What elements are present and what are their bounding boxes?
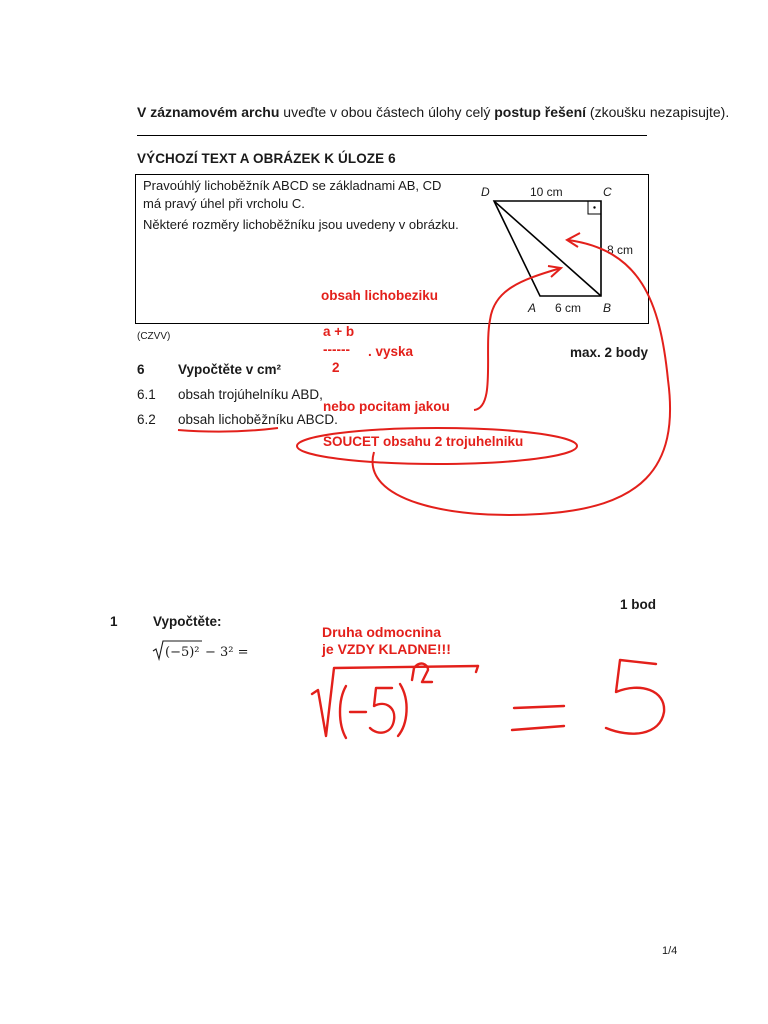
task6-points: max. 2 body — [570, 345, 649, 360]
vertex-c-label: C — [603, 185, 612, 199]
page-number: 1/4 — [662, 945, 678, 957]
arrow-curve-lower — [474, 268, 561, 410]
diagonal-bd — [494, 201, 601, 296]
hw-equals-top — [514, 706, 564, 708]
vertex-a-label: A — [528, 301, 537, 315]
vertex-b-label: B — [603, 301, 612, 315]
task1-number: 1 — [110, 614, 118, 629]
instruction-part-2: uveďte v obou částech úlohy celý — [279, 104, 495, 120]
task6-number: 6 — [137, 362, 145, 377]
source-label: (CZVV) — [137, 331, 171, 342]
vertex-d-label: D — [481, 185, 490, 199]
task6-item-1-text: obsah trojúhelníku ABD, — [178, 387, 323, 402]
section-heading: VÝCHOZÍ TEXT A OBRÁZEK K ÚLOZE 6 — [137, 151, 396, 166]
hw-radical — [312, 666, 478, 736]
box-line-1: Pravoúhlý lichoběžník ABCD se základnami AB, CD — [143, 178, 442, 193]
annotation-formula-bottom: 2 — [332, 360, 340, 375]
annotation-formula-vyska: . vyska — [368, 344, 414, 359]
dimension-ab: 6 cm — [555, 301, 582, 315]
task1-radicand: (−5)² — [165, 645, 200, 660]
instruction-bold-1: V záznamovém archu — [137, 104, 280, 120]
annotation-formula-dash: ------ — [323, 342, 350, 357]
soucet-ellipse — [297, 428, 577, 464]
box-line-2: má pravý úhel při vrcholu C. — [143, 196, 305, 211]
hw-equals-bottom — [512, 726, 564, 730]
instruction-bold-2: postup řešení — [494, 104, 587, 120]
task6-title: Vypočtěte v cm² — [178, 362, 282, 377]
box-line-3: Některé rozměry lichoběžníku jsou uvedeny v obrázku. — [143, 217, 459, 232]
handwritten-equation — [312, 660, 664, 738]
task6-item-2-num: 6.2 — [137, 412, 156, 427]
hw-result-five — [606, 660, 664, 734]
hw-open-paren — [340, 686, 346, 738]
task1-title: Vypočtěte: — [153, 614, 222, 629]
sqrt-symbol — [153, 641, 202, 659]
task1-expression: − 3² = — [205, 645, 249, 660]
task1-points: 1 bod — [620, 597, 656, 612]
annotation-nebo: nebo pocitam jakou — [323, 399, 450, 414]
task6-item-1-num: 6.1 — [137, 387, 156, 402]
annotation-druha-1: Druha odmocnina — [322, 624, 442, 640]
dimension-bc: 8 cm — [607, 243, 634, 257]
annotation-formula-top: a + b — [323, 324, 355, 339]
task6-item-2-text: obsah lichoběžníku ABCD. — [178, 412, 338, 427]
underline-annotation — [178, 428, 278, 432]
hw-close-paren — [398, 684, 407, 736]
instruction-part-4: (zkoušku nezapisujte). — [586, 104, 730, 120]
right-angle-dot — [593, 206, 595, 208]
hw-five — [370, 688, 394, 733]
annotation-obsah: obsah lichobeziku — [321, 288, 439, 303]
annotation-druha-2: je VZDY KLADNE!!! — [322, 641, 451, 657]
annotation-soucet: SOUCET obsahu 2 trojuhelniku — [323, 434, 524, 449]
dimension-cd: 10 cm — [530, 185, 563, 199]
